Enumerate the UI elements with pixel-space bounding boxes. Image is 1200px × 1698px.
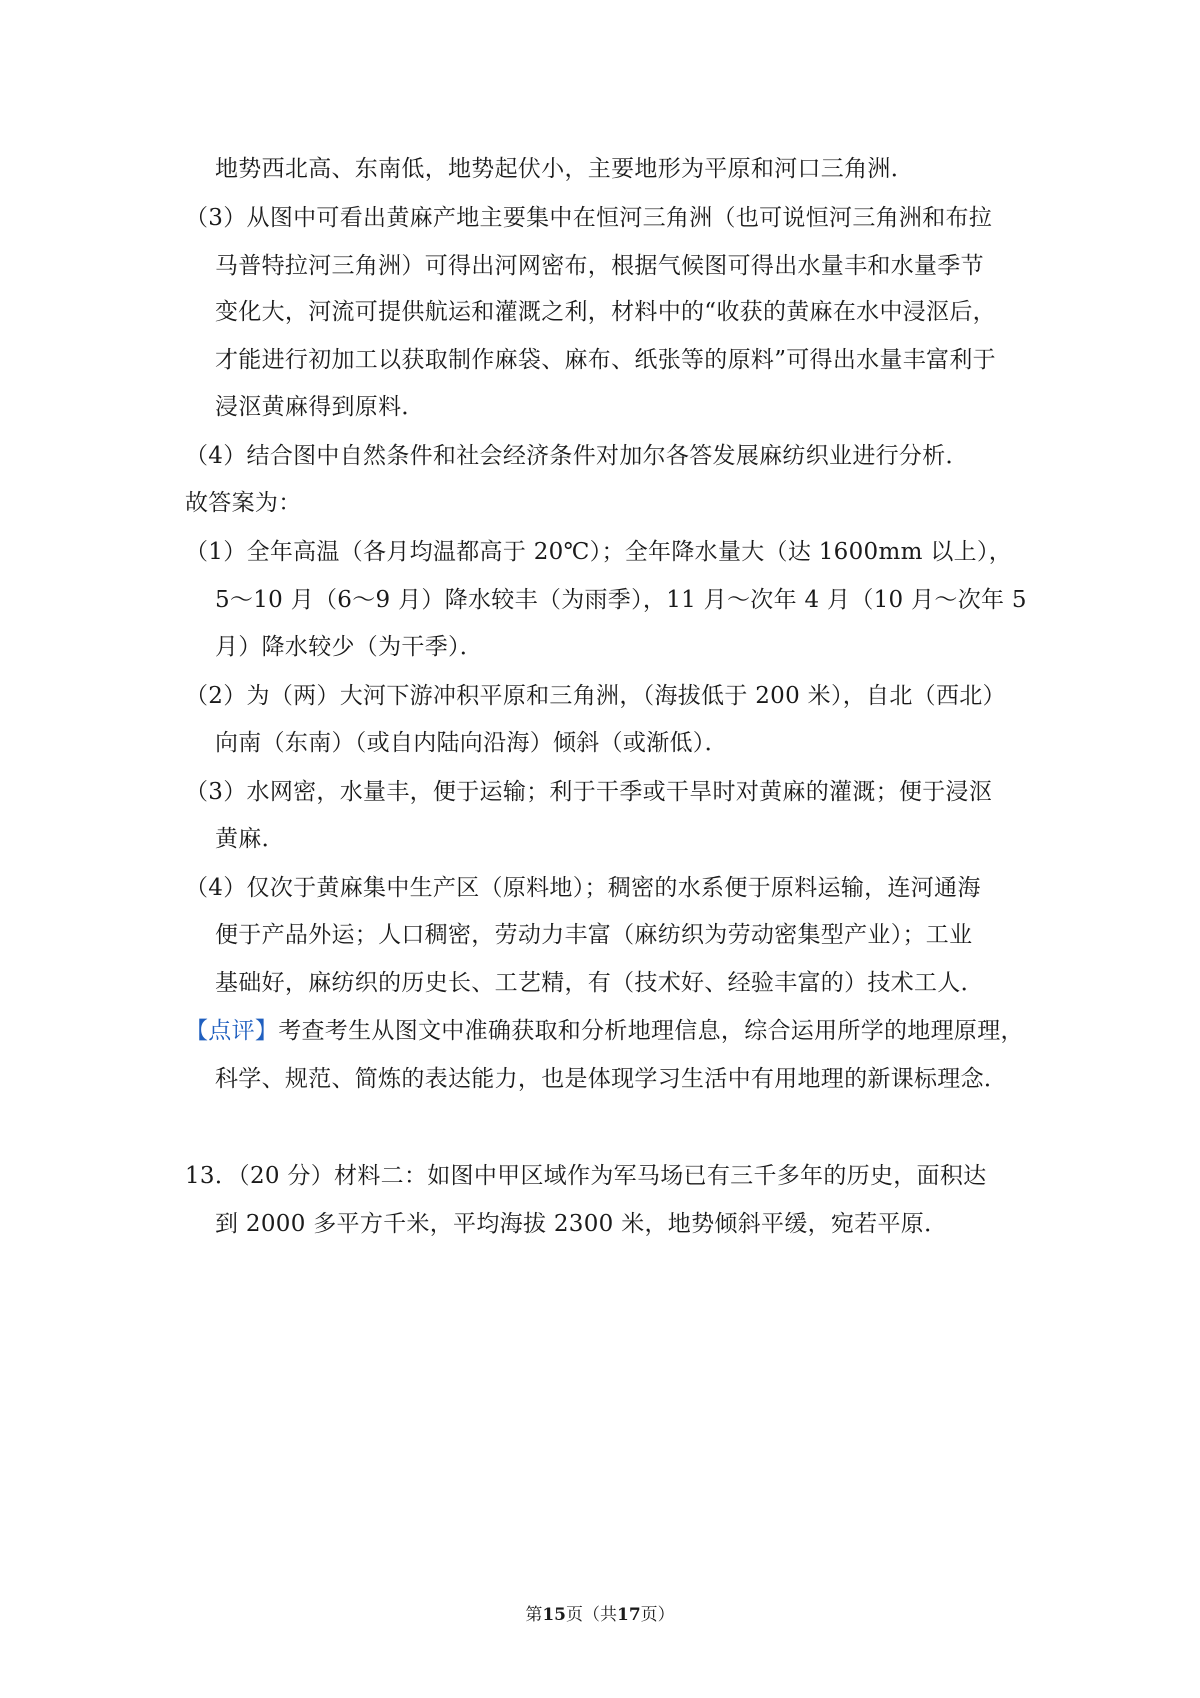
answer-line: 月）降水较少（为干季）． (215, 634, 484, 660)
answer-line: 才能进行初加工以获取制作麻袋、麻布、纸张等的原料”可得出水量丰富利于 (215, 347, 996, 373)
answer-line: 黄麻． (215, 826, 285, 852)
question-13-line: 13．（20 分）材料二：如图中甲区域作为军马场已有三千多年的历史，面积达 (185, 1163, 987, 1189)
answer-heading: 故答案为： (185, 490, 302, 516)
answer-line: 地势西北高、东南低，地势起伏小，主要地形为平原和河口三角洲． (215, 156, 914, 182)
answer-line: 变化大，河流可提供航运和灌溉之利，材料中的“收获的黄麻在水中浸沤后， (215, 299, 996, 325)
answer-line: 向南（东南）（或自内陆向沿海）倾斜（或渐低）． (215, 730, 728, 756)
comment-tag: 【点评】 (185, 1018, 279, 1044)
answer-line: 浸沤黄麻得到原料． (215, 394, 425, 420)
page-total: 17 (617, 1605, 641, 1625)
answer-line: 5～10 月（6～9 月）降水较丰（为雨季），11 月～次年 4 月（10 月～次年 5 (215, 587, 1027, 613)
answer-line: （2）为（两）大河下游冲积平原和三角洲，（海拔低于 200 米），自北（西北） (185, 683, 1006, 709)
comment-text: 考查考生从图文中准确获取和分析地理信息，综合运用所学的地理原理， (278, 1018, 1024, 1044)
answer-line: （3）从图中可看出黄麻产地主要集中在恒河三角洲（也可说恒河三角洲和布拉 (185, 205, 993, 231)
page-number: 15 (542, 1605, 566, 1625)
answer-line: （3）水网密，水量丰，便于运输；利于干季或干旱时对黄麻的灌溉；便于浸沤 (185, 779, 993, 805)
question-13-line: 到 2000 多平方千米，平均海拔 2300 米，地势倾斜平缓，宛若平原． (215, 1211, 948, 1237)
answer-line: （1）全年高温（各月均温都高于 20℃）；全年降水量大（达 1600mm 以上）， (185, 539, 1013, 565)
answer-line: （4）仅次于黄麻集中生产区（原料地）；稠密的水系便于原料运输，连河通海 (185, 875, 981, 901)
answer-line: 便于产品外运；人口稠密，劳动力丰富（麻纺织为劳动密集型产业）；工业 (215, 922, 973, 948)
answer-line: （4）结合图中自然条件和社会经济条件对加尔各答发展麻纺织业进行分析． (185, 443, 969, 469)
page-footer: 第15页（共17页） (525, 1605, 675, 1625)
comment-line (185, 1016, 1024, 1046)
answer-line: 基础好，麻纺织的历史长、工艺精，有（技术好、经验丰富的）技术工人． (215, 970, 984, 996)
answer-line: 马普特拉河三角洲）可得出河网密布，根据气候图可得出水量丰和水量季节 (215, 253, 984, 279)
comment-line: 科学、规范、简炼的表达能力，也是体现学习生活中有用地理的新课标理念． (215, 1066, 1008, 1092)
